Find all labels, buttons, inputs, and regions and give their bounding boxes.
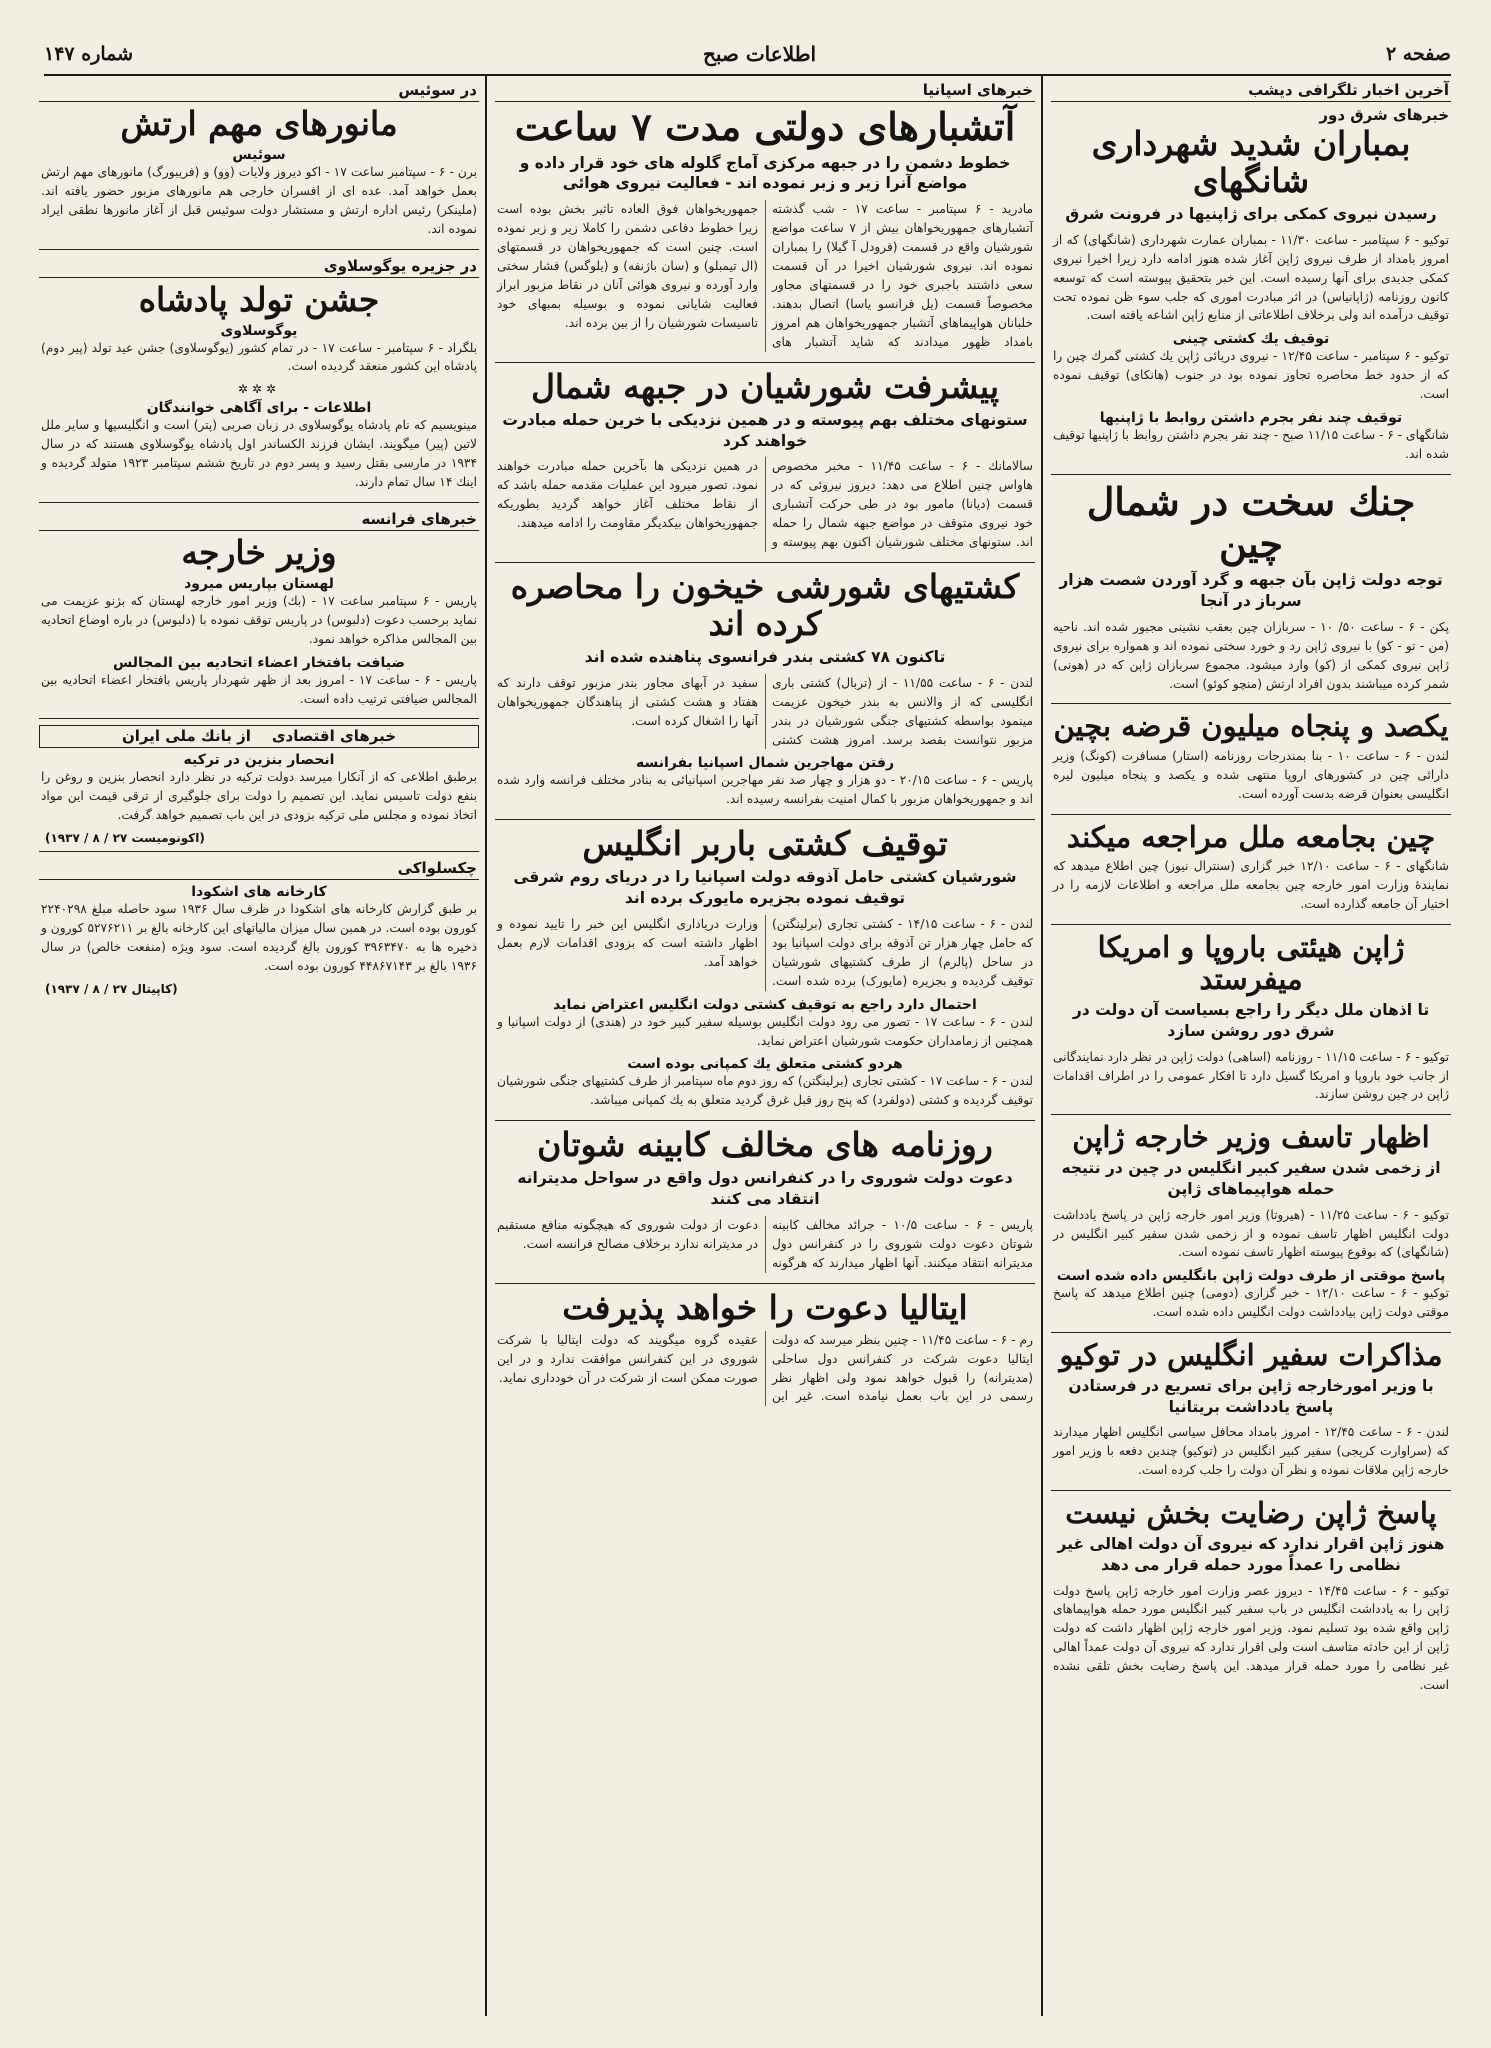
article-body: برطبق اطلاعی که از آنکارا میرسد دولت ترکیه در نظر دارد انحصار بنزین و روغن را بنفع دولت تاسیس نماید. این تصمیم را دولت برای جلوگیری از ترقی قیمت این مواد اتخاذ نموده و مجلس ملی ترکیه بزودی در این باب تصمیم خواهد گرفت. — [41, 770, 477, 823]
subheadline: با وزیر امورخارجه ژاپن برای تسریع در فرستادن پاسخ یادداشت بریتانیا — [1068, 1376, 1434, 1416]
subheadline: لهستان بپاریس میرود — [184, 575, 334, 592]
bank-kicker: از بانك ملی ایران — [121, 727, 251, 746]
article-body: توکیو - ۶ سپتامبر - ساعت ۱۱/۳۰ - بمباران عمارت شهرداری (شانگهای) که از امروز بامداد از طرف نیروی ژاپن آغاز شده هنوز ادامه دارد زیرا اخیرا نیروی کمکی جدیدی برای آنها رسیده است. این خبر بتحقیق پیوسته است که توسعه کانون روزنامه (ژاپانیاس) در اثر مبادرت اموری که جلب سوء ظن نموده تحت توقیف درآمده اند ولی برخلاف اطلاعاتی از منابع ژاپن اشاعه یافته است. — [1053, 232, 1449, 323]
story-swiss-maneuvers — [39, 80, 479, 250]
story-polish-minister — [39, 509, 479, 719]
page-label: صفحه ۲ — [1385, 43, 1451, 65]
story-china-loan — [1051, 710, 1451, 814]
story-title: انحصار بنزین در ترکیه — [183, 752, 335, 769]
article-body: مینویسیم که نام پادشاه یوگوسلاوی در زبان صربی (پتر) است و انگلیسیها و سایر ملل لاتین (پیر) میگویند. ایشان فرزند الکساندر اول پادشاه یوگوسلاوی هستند که در سال ۱۹۳۴ در مارسی بقتل رسید و پسر دوم در تاریخ ششم سپتامبر ۱۹۲۳ متولد گردیده و اینك ۱۴ سال تمام دارند. — [41, 418, 477, 490]
headline: ژاپن هیئتی باروپا و امریکا میفرستد — [1097, 929, 1405, 997]
article-body: لندن - ۶ - ساعت ۱۴/۱۵ - کشتی تجاری (برلینگتن) که حامل چهار هزار تن آذوقه برای دولت اسپانیا بود در ساحل (پالرم) از طرف کشتیهای شورشیان توقیف گردیده و بجزیره (مایورک) برده شده است. وزارت دریاداری انگلیس این خبر را تایید نموده و اظهار داشته است که بزودی اقدامات لازم بعمل خواهد آمد. — [497, 917, 1034, 988]
story-japan-regret — [1051, 1121, 1451, 1333]
story-shanghai-bombing — [1051, 126, 1451, 475]
story-title: پاسخ موقتی از طرف دولت ژاپن بانگلیس داده شده است — [1056, 1268, 1446, 1285]
section-kicker: خبرهای اسپانیا — [495, 80, 1035, 102]
story-king-birthday — [39, 256, 479, 503]
article-body: لندن - ۶ - ساعت ۱۰ - بنا بمندرجات روزنامه (استار) مسافرت (کونگ) وزیر دارائی چین در کشورهای اروپا منتهی شده و یکصد و پنجاه میلیون لیره انگلیسی بعنوان قرضه بدست آورده است. — [1053, 748, 1449, 801]
place-label: یوگوسلاوی — [220, 322, 298, 339]
story-skoda — [39, 858, 479, 1002]
story-title: توقیف یك كشتی چینی — [1172, 331, 1330, 348]
article-body: مادرید - ۶ سپتامبر - ساعت ۱۷ - شب گذشته آتشبارهای جمهوریخواهان بیش از ۷ ساعت مواضع شورشیان واقع در قسمت (فرودل آ گیلا) را بمباران نموده اند. نیروی شورشیان اخیرا در آن قسمت سعی داشتند باجبری خود را در قسمتهای مجاور مخصوصاً قسمت (یل فرانسو یاسا) اتصال بدهند. خلبانان هواپیماهای آتشبار جمهوریخواهان هم امروز بامداد ظهور میدادند که شاید آتشبار های جمهوریخواهان فوق العاده تاثیر بخش بوده است زیرا خطوط دفاعی دشمن را کاملا زیر و زبر نموده است. چنین است که جمهوریخواهان در قسمتهای (ال تیمبلو) و (سان باژنفه) و (یلوگس) فشار سختی وارد آورده و نیروی هوائی آنان در نقاط مزبور ابراز فعالیت شایانی نموده و بوسیله بمبهای خود تاسیسات شورشیان را از بین برده اند. — [497, 202, 1033, 349]
article-body: لندن - ۶ - ساعت ۱۷ - تصور می رود دولت انگلیس بوسیله سفیر کبیر خود در (هندی) از دولت اسپانیا و همچنین از زمامداران حکومت شورشیان اعتراض نماید. — [497, 1014, 1034, 1048]
subheadline: خطوط دشمن را در جبهه مرکزی آماج گلوله های خود قرار داده و مواضع آنرا زیر و زبر نموده اند - فعالیت نیروی هوائی — [519, 153, 1011, 193]
column-far-east — [1051, 80, 1451, 2028]
economy-kicker: خبرهای اقتصادی — [271, 727, 397, 746]
article-body: توکیو - ۶ - ساعت ۱۲/۱۰ - خبر گزاری (دومی) چنین اطلاع میدهد که پاسخ موقتی دولت ژاپن بیادداشت دولت انگلیس داده شده است. — [1053, 1286, 1449, 1320]
column-rule — [485, 76, 487, 2016]
region-label: خبرهای شرق دور — [1319, 106, 1449, 124]
headline: پاسخ ژاپن رضایت بخش نیست — [1065, 1496, 1437, 1531]
subheadline: شورشیان کشتی حامل آذوقه دولت اسپانیا را در دریای روم شرقی توقیف نموده بجزیره مایورک برده اند — [513, 868, 1017, 908]
source-note: (اکونومیست ۲۷ / ۸ / ۱۹۳۷) — [45, 831, 205, 846]
subheadline: دعوت دولت شوروی را در کنفرانس دول واقع در سواحل مدیترانه انتقاد می کنند — [517, 1169, 1013, 1209]
headline: کشتیهای شورشی خیخون را محاصره کرده اند — [510, 566, 1020, 643]
subheadline: توجه دولت ژاپن بآن جبهه و گرد آوردن شصت هزار سرباز در آنجا — [1059, 570, 1443, 610]
story-artillery — [495, 106, 1035, 363]
article-body: توکیو - ۶ - ساعت ۱۴/۴۵ - دیروز عصر وزارت امور خارجه ژاپن پاسخ دولت ژاپن را به یادداشت انگلیس در باب سفیر کبیر انگلیس مورد حمله هواپیماهای ژاپن واقع شده بود تسلیم نمود. وزیر امور خارجه ژاپن اظهار داشت که دولت ژاپن از این حادثه متاسف است ولی اقرار ندارد که نیروی آن دولت عمداً اهالی غیر نظامی را مورد حمله قرار میدهد. این پاسخ رضایت بخش تلقی نشده است. — [1053, 1583, 1449, 1693]
subheadline: تا اذهان ملل دیگر را راجع بسیاست آن دولت در شرق دور روشن سازد — [1072, 1000, 1430, 1040]
headline: جنك سخت در شمال چین — [1086, 478, 1416, 567]
subheadline: تاکنون ۷۸ کشتی بندر فرانسوی پناهنده شده اند — [584, 647, 946, 666]
article-body: سالامانك - ۶ - ساعت ۱۱/۴۵ - مخبر مخصوص هاواس چنین اطلاع می دهد: دیروز نیروئی که در قسمت (دیانا) مامور بود در طی حرکت آتشباری خود نیروی متوقف در مواضع جبهه شمال را حمله اند. ستونهای مختلف شورشیان اکنون بهم پیوسته و در همین نزدیکی ها بآخرین حمله مبادرت خواهند نمود. تصور میرود این عملیات مقدمه حمله باشد که از نقاط مختلف آغاز خواهد گردید بطوریکه جمهوریخواهان بیکدیگر مقاومت را ادامه میدهند. — [497, 459, 1034, 550]
story-league-of-nations — [1051, 821, 1451, 925]
headline: پیشرفت شورشیان در جبهه شمال — [530, 366, 1000, 406]
section-kicker: آخرین اخبار تلگرافی دیشب — [1051, 80, 1451, 102]
article-body: رم - ۶ - ساعت ۱۱/۴۵ - چنین بنظر میرسد که دولت ایتالیا دعوت شرکت در کنفرانس دول ساحلی (مدیترانه) را قبول خواهد نمود ولی اظهار نظر رسمی در این باب بعمل نیامده است. غیر این عقیده گروه میگویند که دولت ایتالیا با شرکت شوروی در این کنفرانس موافقت ندارد و در این صورت ممکن است از شرکت در آن خودداری نماید. — [497, 1332, 1033, 1404]
subheadline: از زخمی شدن سفیر کبیر انگلیس در چین در نتیجه حمله هواپیماهای ژاپن — [1061, 1158, 1441, 1198]
headline: جشن تولد پادشاه — [138, 279, 380, 319]
headline: چین بجامعه ملل مراجعه میکند — [1066, 819, 1436, 854]
story-title: توقیف چند نفر بجرم داشتن روابط با ژاپنیها — [1099, 410, 1403, 427]
article-body: پاریس - ۶ - ساعت ۱۰/۵ - جرائد مخالف کابینه شوتان دعوت دولت شوروی را در کنفرانس دول مدیترانه انتقاد میکنند. آنها اظهار میدارند که هرگونه دعوت از دولت شوروی که هیچگونه منافع مستقیم در مدیترانه ندارد برخلاف مصالح فرانسه است. — [497, 1218, 1033, 1270]
story-british-ship — [495, 826, 1035, 1121]
article-body: لندن - ۶ - ساعت ۱۱/۵۵ - از (تربال) کشتی باری انگلیسی که از والانس به بندر خیخون عزیمت مینمود بواسطه کشتیهای جنگی شورشیان در بندر مزبور نتوانست بقصد برسد. امروز هشت کشتی سفید در آبهای مجاور بندر مزبور توقف دارند که هفتاد و هشت کشتی از پناهندگان جمهوریخواهان آنها را اشغال کرده است. — [497, 675, 1034, 747]
article-body: برن - ۶ - سپتامبر ساعت ۱۷ - اکو دیروز ولایات (وو) و (فریبورگ) مانورهای مهم ارتش بعمل خواهد آمد. عده ای از افسران خارجی هم مانورهای مزبور حضور یافته اند. (ملینکر) رئیس اداره ارتش و مستشار دولت سوئیس قبل از آغاز مانورها نطقی ایراد نموده اند. — [41, 164, 477, 236]
story-title: کارخانه های اشکودا — [191, 884, 327, 901]
section-kicker: خبرهای فرانسه — [39, 509, 479, 531]
paper-title: اطلاعات صبح — [702, 42, 817, 66]
article-body: پاریس - ۶ - ساعت ۲۰/۱۵ - دو هزار و چهار صد نفر مهاجرین اسپانیائی به بنادر مختلف فرانسه وارد شده اند و جمهوریخواهان مزبور با کمال امنیت بفرانسه رسیده اند. — [497, 773, 1033, 807]
story-japan-reply — [1051, 1497, 1451, 1705]
place-label: سوئیس — [232, 146, 286, 163]
headline: روزنامه های مخالف کابینه شوتان — [537, 1125, 993, 1165]
headline: مذاکرات سفیر انگلیس در توکیو — [1059, 1338, 1443, 1373]
story-north-china-war — [1051, 478, 1451, 705]
subheadline: ستونهای مختلف بهم پیوسته و در همین نزدیکی با خرین حمله مبادرت خواهند کرد — [502, 410, 1028, 450]
headline: اظهار تاسف وزیر خارجه ژاپن — [1072, 1120, 1430, 1155]
section-kicker: چکسلواکی — [39, 858, 479, 880]
ornament: ✲✲✲ — [237, 382, 281, 397]
headline: مانورهای مهم ارتش — [120, 104, 398, 143]
article-body: توکیو - ۶ سپتامبر - ساعت ۱۲/۴۵ - نیروی دریائی ژاپن یك کشتی گمرك چین را که از حدود خط محاصره تجاوز نموده بود در جنوب (هانکای) توقیف نموده است. — [1053, 349, 1449, 402]
section-kicker — [39, 725, 479, 748]
article-body: پاریس - ۶ سپتامبر ساعت ۱۷ - (بك) وزیر امور خارجه لهستان که بژنو عزیمت می نماید برحسب دعوت (دلبوس) در پاریس توقف نموده با (دلبوس) در باره اوضاع اتحادیه بین المجالس مذاکره خواهد نمود. — [41, 593, 477, 646]
section-kicker: در سوئیس — [39, 80, 479, 102]
issue-label: شماره ۱۴۷ — [44, 43, 134, 65]
masthead — [44, 34, 1451, 76]
story-chautemps-cabinet — [495, 1127, 1035, 1284]
story-title: رفتن مهاجرین شمال اسپانیا بفرانسه — [635, 755, 894, 772]
section-kicker: در جزیره یوگوسلاوی — [39, 256, 479, 278]
headline: ایتالیا دعوت را خواهد پذیرفت — [562, 1287, 968, 1327]
article-body: شانگهای - ۶ - ساعت ۱۲/۱۰ خبر گزاری (سنترال نیوز) چین اطلاع میدهد که نمایندهٔ وزارت امور خارجه چین بجامعه ملل مراجعه و اطلاعات لازمه را در اختیار آن جامعه گذارده است. — [1053, 859, 1449, 911]
article-body: پاریس - ۶ - ساعت ۱۷ - امروز بعد از ظهر شهردار پاریس بافتخار اعضاء اتحادیه بین المجالس ضیافتی ترتیب داده است. — [41, 672, 477, 706]
subheadline: رسیدن نیروی کمکی برای ژاپنیها در فرونت شرق — [1065, 204, 1437, 223]
subheadline: هنوز ژاپن اقرار ندارد که نیروی آن دولت اهالی غیر نظامی را عمداً مورد حمله قرار می دهد — [1057, 1534, 1445, 1574]
article-body: توکیو - ۶ - ساعت ۱۱/۲۵ - (هیروتا) وزیر امور خارجه ژاپن در پاسخ یادداشت دولت انگلیس اظهار تاسف نموده و از زخمی شدن سفیر کبیر انگلیس در (شانگهای) که بوقوع پیوسته اظهار تاسف نموده است. — [1053, 1207, 1449, 1260]
article-body: پکن - ۶ - ساعت ۵۰/ ۱۰ - سربازان چین بعقب نشینی مجبور شده اند. ناحیه (من - تو - کو) با نیروی ژاپن رد و خورد سختی نموده اند و همواره برای نیروی ژاپن نیروی کمکی از (کو) وارد میشود. مجموع سربازان ژاپن که در (هونی) شمر کرده میباشند بدون افراد ارتش (منچو کوئو) است. — [1053, 619, 1450, 691]
story-north-front — [495, 366, 1035, 563]
headline: بمباران شدید شهرداری شانگهای — [1091, 124, 1411, 200]
article-body: لندن - ۶ - ساعت ۱۲/۴۵ - امروز بامداد محافل سیاسی انگلیس اظهار میدارند که (سراوارت کریجی) سفیر کبیر انگلیس در (توکیو) چندین دفعه با وزیر امور خارجه ژاپن ملاقات نموده و نظر آن دولت را جلب کرده است. — [1053, 1425, 1449, 1478]
headline: توقیف کشتی باربر انگلیس — [582, 824, 948, 864]
headline: آتشبارهای دولتی مدت ۷ ساعت — [514, 104, 1016, 149]
article-body: بلگراد - ۶ سپتامبر - ساعت ۱۷ - در تمام کشور (یوگوسلاوی) جشن عید تولد (پیر دوم) پادشاه این کشور منعقد گردیده است. — [41, 340, 478, 374]
story-gijon-blockade — [495, 566, 1035, 820]
story-japan-delegation — [1051, 931, 1451, 1116]
story-title: هردو کشتی متعلق یك كمپانی بوده است — [627, 1056, 903, 1073]
column-europe — [39, 80, 479, 2028]
headline: یکصد و پنجاه میلیون قرضه بچین — [1053, 709, 1449, 744]
source-note: (کاپیتال ۲۷ / ۸ / ۱۹۳۷) — [45, 981, 178, 996]
article-body: توکیو - ۶ - ساعت ۱۱/۱۵ - روزنامه (اساهی) دولت ژاپن در نظر دارد نمایندگانی از جانب خود باروپا و امریکا گسیل دارد تا افکار عمومی را در اطراف اقدامات ژاپن در چین روشن سازند. — [1053, 1049, 1450, 1102]
story-economy — [39, 725, 479, 852]
column-rule — [1041, 76, 1043, 2016]
story-italy-invitation — [495, 1287, 1035, 1417]
article-body: بر طبق گزارش کارخانه های اشکودا در ظرف سال ۱۹۳۶ سود حاصله مبلغ ۲۲۴۰۲۹۸ کورون بوده است. در همین سال میزان مالیاتهای این کارخانه بالغ بر ۵۲۷۶۲۱۱ کورون و ذخیره ها به ۳۹۶۳۴۷۰ کورون بالغ گردیده است. سود ویژه (منفعت خالص) در سال ۱۹۳۶ بالغ بر ۴۴۸۶۷۱۴۳ کورون بوده است. — [41, 902, 478, 973]
headline: وزیر خارجه — [181, 532, 337, 572]
article-body: لندن - ۶ - ساعت ۱۷ - کشتی تجاری (برلینگتن) که روز دوم ماه سپتامبر از طرف کشتیهای جنگی شورشیان توقیف گردیده و کشتی (دولفرد) که پنج روز قبل غرق گردید متعلق به یك كمپانی میباشد. — [497, 1074, 1034, 1108]
article-body: شانگهای - ۶ - ساعت ۱۱/۱۵ صبح - چند نفر بجرم داشتن روابط با ژاپنیها توقیف شده اند. — [1053, 428, 1449, 461]
story-title: احتمال دارد راجع به توقیف کشتی دولت انگلیس اعتراض نماید — [553, 996, 977, 1013]
info-title: اطلاعات - برای آگاهی خوانندگان — [146, 400, 372, 417]
column-spain — [495, 80, 1035, 2028]
story-title: ضیافت بافتخار اعضاء اتحادیه بین المجالس — [113, 654, 405, 671]
story-tokyo-talks — [1051, 1339, 1451, 1491]
